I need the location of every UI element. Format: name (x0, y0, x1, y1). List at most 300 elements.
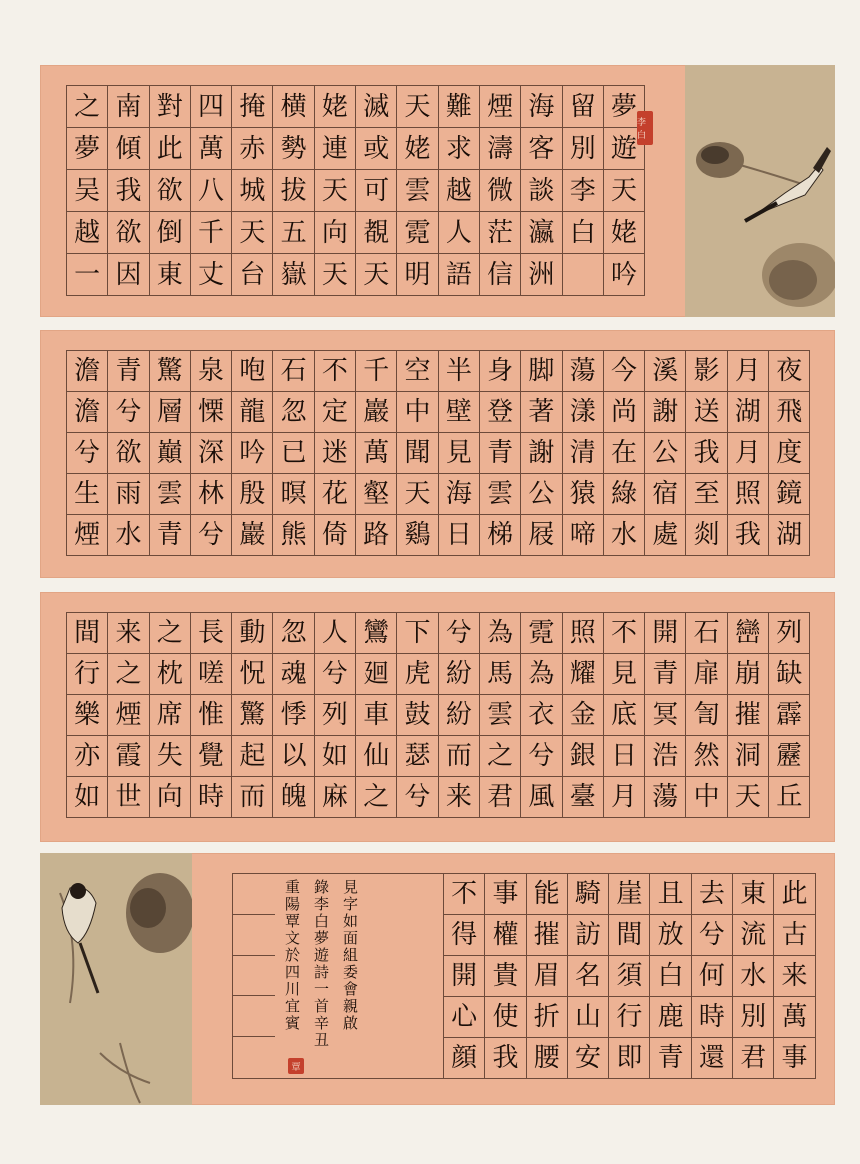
poem-character: 至 (685, 473, 726, 514)
poem-character: 為 (479, 612, 520, 653)
poem-character: 行 (66, 653, 107, 694)
poem-character: 之 (66, 85, 107, 127)
poem-column (149, 85, 190, 295)
poem-character: 明 (396, 253, 437, 295)
poem-character: 欲 (149, 169, 190, 211)
poem-column (479, 85, 520, 295)
poem-character: 向 (314, 211, 355, 253)
poem-character: 月 (727, 432, 768, 473)
poem-character: 林 (190, 473, 231, 514)
poem-character: 傾 (107, 127, 148, 169)
poem-character: 留 (562, 85, 603, 127)
poem-character: 即 (608, 1037, 649, 1078)
poem-column (727, 350, 768, 555)
poem-column (231, 85, 272, 295)
poem-character: 宿 (644, 473, 685, 514)
poem-character: 欲 (107, 432, 148, 473)
poem-character: 魂 (272, 653, 313, 694)
poem-column (66, 85, 107, 295)
poem-character: 覺 (190, 735, 231, 776)
poem-character: 虎 (396, 653, 437, 694)
poem-column (732, 873, 773, 1078)
poem-character: 日 (438, 514, 479, 555)
poem-character: 深 (190, 432, 231, 473)
poem-character: 海 (520, 85, 561, 127)
poem-character: 心 (443, 996, 484, 1037)
poem-character: 月 (603, 776, 644, 817)
poem-character: 兮 (438, 612, 479, 653)
poem-character: 東 (149, 253, 190, 295)
poem-character: 馬 (479, 653, 520, 694)
poem-character: 動 (231, 612, 272, 653)
poem-character (562, 253, 603, 295)
poem-column (520, 612, 561, 817)
poem-character: 銀 (562, 735, 603, 776)
poem-character: 席 (149, 694, 190, 735)
poem-character: 貴 (484, 955, 525, 996)
poem-column (66, 350, 107, 555)
poem-character: 浩 (644, 735, 685, 776)
poem-character: 君 (732, 1037, 773, 1078)
poem-column (479, 350, 520, 555)
poem-character: 嶽 (272, 253, 313, 295)
poem-character: 不 (443, 873, 484, 914)
poem-character: 迷 (314, 432, 355, 473)
poem-character: 可 (355, 169, 396, 211)
poem-character: 今 (603, 350, 644, 391)
poem-character: 權 (484, 914, 525, 955)
poem-character: 遊 (603, 127, 644, 169)
poem-character: 欲 (107, 211, 148, 253)
poem-character: 萬 (773, 996, 814, 1037)
poem-column (355, 612, 396, 817)
poem-column (443, 873, 484, 1078)
poem-column (649, 873, 690, 1078)
poem-character: 李 (562, 169, 603, 211)
poem-character: 白 (562, 211, 603, 253)
poem-character: 梯 (479, 514, 520, 555)
scroll-panel-1 (40, 65, 835, 317)
poem-character: 紛 (438, 694, 479, 735)
poem-character: 中 (685, 776, 726, 817)
poem-column (314, 85, 355, 295)
poem-character: 来 (438, 776, 479, 817)
poem-character: 名 (567, 955, 608, 996)
poem-character: 雲 (479, 694, 520, 735)
poem-character: 此 (773, 873, 814, 914)
poem-column (355, 85, 396, 295)
poem-character: 山 (567, 996, 608, 1037)
scroll-panel-4 (40, 853, 835, 1105)
poem-character: 對 (149, 85, 190, 127)
red-seal-stamp-signature: 覃 (288, 1058, 304, 1074)
poem-character: 姥 (603, 211, 644, 253)
poem-character: 嗟 (190, 653, 231, 694)
poem-column (562, 612, 603, 817)
poem-character: 夜 (768, 350, 809, 391)
poem-character: 石 (272, 350, 313, 391)
poem-character: 魄 (272, 776, 313, 817)
poem-column (479, 612, 520, 817)
poem-column (66, 612, 107, 817)
poem-character: 半 (438, 350, 479, 391)
poem-character: 惟 (190, 694, 231, 735)
poem-character: 勢 (272, 127, 313, 169)
poem-character: 為 (520, 653, 561, 694)
bird-on-branch-illustration (40, 853, 192, 1105)
poem-character: 微 (479, 169, 520, 211)
poem-character: 澹 (66, 350, 107, 391)
poem-character: 紛 (438, 653, 479, 694)
poem-character: 金 (562, 694, 603, 735)
poem-character: 我 (685, 432, 726, 473)
poem-character: 世 (107, 776, 148, 817)
poem-column (314, 350, 355, 555)
poem-character: 耀 (562, 653, 603, 694)
poem-column (691, 873, 732, 1078)
poem-character: 月 (727, 350, 768, 391)
poem-character: 時 (691, 996, 732, 1037)
poem-character: 空 (396, 350, 437, 391)
poem-grid-panel-4 (443, 873, 816, 1079)
poem-character: 海 (438, 473, 479, 514)
poem-character: 赤 (231, 127, 272, 169)
poem-character: 事 (773, 1037, 814, 1078)
poem-character: 慄 (190, 391, 231, 432)
poem-character: 還 (691, 1037, 732, 1078)
poem-character: 驚 (231, 694, 272, 735)
poem-character: 層 (149, 391, 190, 432)
poem-character: 或 (355, 127, 396, 169)
poem-character: 失 (149, 735, 190, 776)
poem-character: 雨 (107, 473, 148, 514)
poem-character: 眉 (526, 955, 567, 996)
poem-character: 霞 (107, 735, 148, 776)
poem-character: 別 (732, 996, 773, 1037)
poem-character: 別 (562, 127, 603, 169)
poem-column (396, 85, 437, 295)
poem-character: 之 (355, 776, 396, 817)
poem-character: 巔 (149, 432, 190, 473)
poem-character: 摧 (727, 694, 768, 735)
poem-character: 著 (520, 391, 561, 432)
poem-character: 訇 (685, 694, 726, 735)
poem-character: 人 (438, 211, 479, 253)
poem-character: 且 (649, 873, 690, 914)
poem-column (396, 612, 437, 817)
poem-character: 兮 (190, 514, 231, 555)
poem-character: 夢 (66, 127, 107, 169)
poem-character: 霓 (396, 211, 437, 253)
poem-character: 清 (562, 432, 603, 473)
poem-character: 東 (732, 873, 773, 914)
poem-character: 瀛 (520, 211, 561, 253)
poem-character: 見 (603, 653, 644, 694)
poem-character: 湖 (727, 391, 768, 432)
poem-column (231, 612, 272, 817)
poem-character: 千 (190, 211, 231, 253)
poem-character: 見 (438, 432, 479, 473)
poem-character: 咆 (231, 350, 272, 391)
poem-column (190, 85, 231, 295)
poem-character: 瑟 (396, 735, 437, 776)
poem-character: 四 (190, 85, 231, 127)
poem-column (107, 612, 148, 817)
poem-character: 青 (149, 514, 190, 555)
poem-character: 送 (685, 391, 726, 432)
poem-character: 殷 (231, 473, 272, 514)
poem-character: 安 (567, 1037, 608, 1078)
poem-column (644, 350, 685, 555)
poem-character: 不 (314, 350, 355, 391)
poem-character: 壑 (355, 473, 396, 514)
poem-character: 漾 (562, 391, 603, 432)
poem-character: 尚 (603, 391, 644, 432)
poem-character: 之 (149, 612, 190, 653)
poem-character: 間 (66, 612, 107, 653)
poem-character: 難 (438, 85, 479, 127)
poem-character: 天 (355, 253, 396, 295)
poem-column (107, 85, 148, 295)
poem-column (562, 85, 603, 295)
poem-character: 青 (107, 350, 148, 391)
poem-character: 八 (190, 169, 231, 211)
poem-character: 雲 (479, 473, 520, 514)
poem-character: 水 (603, 514, 644, 555)
poem-column (526, 873, 567, 1078)
poem-character: 仙 (355, 735, 396, 776)
poem-character: 煙 (107, 694, 148, 735)
poem-character: 湖 (768, 514, 809, 555)
poem-character: 得 (443, 914, 484, 955)
poem-grid-panel-2 (66, 350, 810, 556)
poem-character: 兮 (66, 432, 107, 473)
poem-grid-panel-3 (66, 612, 810, 818)
poem-column (608, 873, 649, 1078)
poem-character: 求 (438, 127, 479, 169)
poem-character: 使 (484, 996, 525, 1037)
poem-character: 底 (603, 694, 644, 735)
poem-column (727, 612, 768, 817)
poem-character: 鷄 (396, 514, 437, 555)
poem-character: 臺 (562, 776, 603, 817)
poem-character: 横 (272, 85, 313, 127)
bird-painting-top (685, 65, 835, 317)
poem-character: 石 (685, 612, 726, 653)
poem-character: 覩 (355, 211, 396, 253)
red-seal-stamp: 李白 (637, 111, 653, 145)
poem-character: 腰 (526, 1037, 567, 1078)
poem-character: 白 (649, 955, 690, 996)
poem-character: 夢 (603, 85, 644, 127)
poem-character: 度 (768, 432, 809, 473)
poem-character: 驚 (149, 350, 190, 391)
poem-character: 暝 (272, 473, 313, 514)
poem-column (484, 873, 525, 1078)
poem-column (685, 350, 726, 555)
poem-character: 摧 (526, 914, 567, 955)
poem-column (190, 612, 231, 817)
poem-character: 起 (231, 735, 272, 776)
colophon-inscription (278, 879, 365, 1077)
poem-column (438, 85, 479, 295)
poem-character: 巖 (231, 514, 272, 555)
poem-character: 照 (727, 473, 768, 514)
poem-character: 越 (66, 211, 107, 253)
poem-character: 熊 (272, 514, 313, 555)
poem-character: 溪 (644, 350, 685, 391)
poem-grid-panel-1 (66, 85, 645, 296)
poem-character: 龍 (231, 391, 272, 432)
poem-character: 以 (272, 735, 313, 776)
poem-character: 澹 (66, 391, 107, 432)
poem-character: 定 (314, 391, 355, 432)
poem-character: 公 (520, 473, 561, 514)
poem-character: 巒 (727, 612, 768, 653)
poem-column (603, 612, 644, 817)
poem-character: 洲 (520, 253, 561, 295)
poem-character: 脚 (520, 350, 561, 391)
poem-character: 身 (479, 350, 520, 391)
poem-character: 倒 (149, 211, 190, 253)
poem-column (396, 350, 437, 555)
poem-character: 能 (526, 873, 567, 914)
poem-character: 麻 (314, 776, 355, 817)
poem-character: 越 (438, 169, 479, 211)
poem-character: 水 (107, 514, 148, 555)
poem-character: 忽 (272, 612, 313, 653)
poem-character: 来 (773, 955, 814, 996)
poem-character: 信 (479, 253, 520, 295)
poem-character: 蕩 (562, 350, 603, 391)
poem-column (272, 85, 313, 295)
poem-column (520, 350, 561, 555)
poem-character: 剡 (685, 514, 726, 555)
poem-character: 登 (479, 391, 520, 432)
poem-character: 濤 (479, 127, 520, 169)
poem-character: 台 (231, 253, 272, 295)
poem-character: 綠 (603, 473, 644, 514)
poem-character: 鹿 (649, 996, 690, 1037)
poem-character: 須 (608, 955, 649, 996)
poem-character: 折 (526, 996, 567, 1037)
poem-character: 青 (649, 1037, 690, 1078)
poem-character: 列 (314, 694, 355, 735)
poem-column (438, 612, 479, 817)
colophon-line-2: 錄李白夢遊詩一首辛丑 (312, 879, 330, 1049)
poem-character: 煙 (66, 514, 107, 555)
poem-character: 公 (644, 432, 685, 473)
poem-character: 流 (732, 914, 773, 955)
poem-character: 水 (732, 955, 773, 996)
poem-character: 訪 (567, 914, 608, 955)
poem-character: 如 (66, 776, 107, 817)
poem-character: 崩 (727, 653, 768, 694)
poem-character: 南 (107, 85, 148, 127)
poem-character: 日 (603, 735, 644, 776)
poem-character: 怳 (231, 653, 272, 694)
poem-character: 間 (608, 914, 649, 955)
poem-character: 影 (685, 350, 726, 391)
poem-character: 猿 (562, 473, 603, 514)
poem-character: 吟 (231, 432, 272, 473)
poem-character: 之 (107, 653, 148, 694)
poem-character: 兮 (107, 391, 148, 432)
poem-character: 語 (438, 253, 479, 295)
poem-column (768, 350, 809, 555)
poem-column (190, 350, 231, 555)
poem-character: 鸞 (355, 612, 396, 653)
poem-character: 忽 (272, 391, 313, 432)
poem-character: 天 (396, 473, 437, 514)
poem-character: 車 (355, 694, 396, 735)
bird-on-lotus-illustration (685, 65, 835, 317)
colophon-line-1: 見字如面組委會親啟 (341, 879, 359, 1032)
poem-character: 啼 (562, 514, 603, 555)
poem-column (567, 873, 608, 1078)
poem-character: 下 (396, 612, 437, 653)
poem-column (355, 350, 396, 555)
poem-character: 亦 (66, 735, 107, 776)
poem-character: 而 (438, 735, 479, 776)
poem-column (314, 612, 355, 817)
poem-character: 青 (644, 653, 685, 694)
poem-character: 在 (603, 432, 644, 473)
poem-character: 行 (608, 996, 649, 1037)
poem-character: 倚 (314, 514, 355, 555)
poem-column (272, 612, 313, 817)
poem-character: 衣 (520, 694, 561, 735)
poem-column (149, 350, 190, 555)
poem-column (272, 350, 313, 555)
poem-character: 煙 (479, 85, 520, 127)
poem-character: 吟 (603, 253, 644, 295)
poem-column (438, 350, 479, 555)
poem-character: 長 (190, 612, 231, 653)
poem-character: 崖 (608, 873, 649, 914)
poem-character: 巖 (355, 391, 396, 432)
poem-character: 生 (66, 473, 107, 514)
poem-character: 我 (107, 169, 148, 211)
poem-character: 城 (231, 169, 272, 211)
poem-column (107, 350, 148, 555)
poem-character: 列 (768, 612, 809, 653)
poem-character: 飛 (768, 391, 809, 432)
poem-character: 此 (149, 127, 190, 169)
poem-character: 掩 (231, 85, 272, 127)
poem-column (562, 350, 603, 555)
poem-character: 鼓 (396, 694, 437, 735)
poem-character: 向 (149, 776, 190, 817)
poem-character: 開 (443, 955, 484, 996)
poem-character: 樂 (66, 694, 107, 735)
poem-character: 古 (773, 914, 814, 955)
colophon-grid-lines (233, 874, 275, 1078)
poem-character: 冥 (644, 694, 685, 735)
poem-character: 姥 (314, 85, 355, 127)
poem-character: 兮 (396, 776, 437, 817)
poem-character: 何 (691, 955, 732, 996)
poem-character: 不 (603, 612, 644, 653)
poem-character: 千 (355, 350, 396, 391)
poem-character: 謝 (520, 432, 561, 473)
poem-character: 事 (484, 873, 525, 914)
bird-painting-bottom (40, 853, 192, 1105)
poem-character: 壁 (438, 391, 479, 432)
poem-column (773, 873, 814, 1078)
poem-character: 因 (107, 253, 148, 295)
poem-character: 扉 (685, 653, 726, 694)
